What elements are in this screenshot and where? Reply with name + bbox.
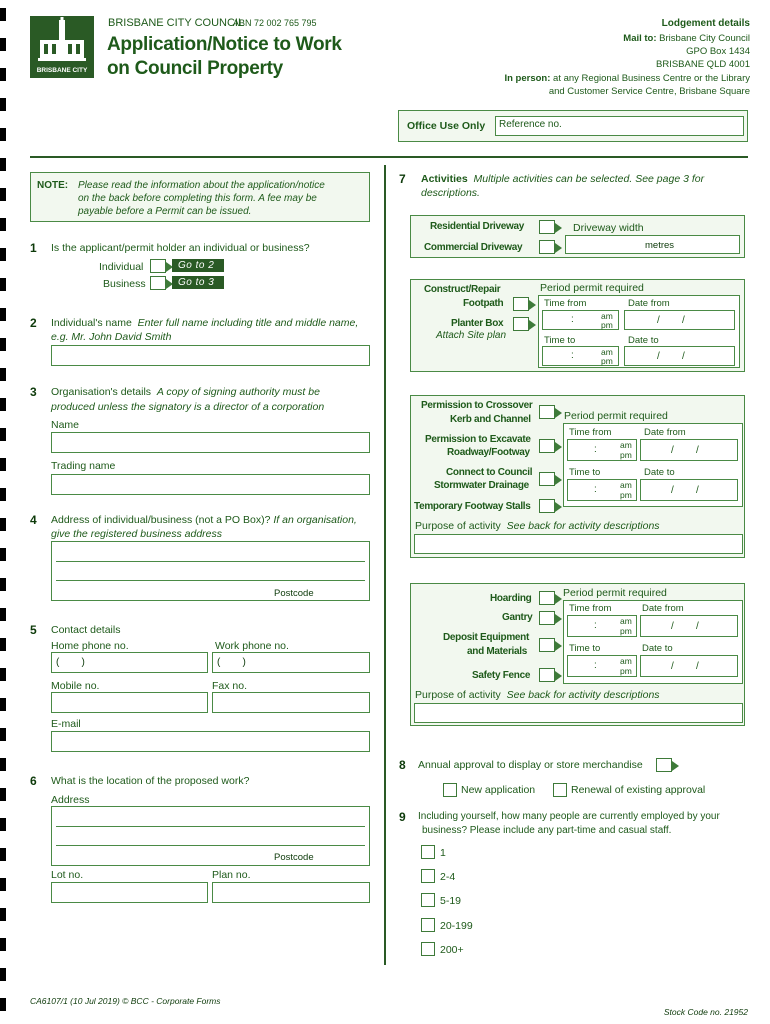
am: am — [620, 656, 632, 666]
mobile-field[interactable] — [51, 692, 208, 713]
lot-label: Lot no. — [51, 869, 84, 881]
org-name-label: Name — [51, 419, 80, 431]
goto-2: Go to 2 — [172, 259, 224, 272]
employees-2-4-checkbox[interactable] — [421, 869, 435, 883]
new-application-label: New application — [461, 784, 536, 796]
period-label-2: Period permit required — [564, 410, 668, 422]
gantry-label: Gantry — [502, 612, 533, 623]
colon: : — [571, 314, 574, 325]
deposit-label-1: Deposit Equipment — [443, 632, 530, 643]
employees-5-19-checkbox[interactable] — [421, 893, 435, 907]
abn: ABN 72 002 765 795 — [233, 18, 317, 28]
purpose-label-2 — [415, 689, 660, 701]
time-from-field-1[interactable] — [542, 310, 619, 330]
trading-name-label: Trading name — [51, 460, 116, 472]
renewal-label: Renewal of existing approval — [571, 784, 706, 796]
pm: pm — [620, 450, 632, 460]
trading-name-field[interactable] — [51, 474, 370, 495]
q8-number: 8 — [399, 758, 406, 772]
work-phone-paren: ( ) — [217, 657, 246, 668]
q2-label-text: Individual's name — [51, 317, 132, 329]
q4-number: 4 — [30, 513, 37, 527]
purpose-text: Purpose of activity — [415, 520, 501, 532]
deposit-label-2: and Materials — [467, 646, 528, 657]
driveway-width-label: Driveway width — [573, 222, 644, 234]
q7-label — [421, 173, 704, 185]
form-code: CA6107/1 (10 Jul 2019) © BCC - Corporate Forms — [30, 996, 221, 1006]
lodgement-title: Lodgement details — [661, 18, 750, 29]
q4-hint1: If an organisation, — [273, 514, 357, 526]
time-to-label-3: Time to — [569, 643, 601, 654]
q2-number: 2 — [30, 316, 37, 330]
commercial-driveway-checkbox[interactable] — [539, 240, 555, 254]
commercial-driveway-label: Commercial Driveway — [424, 242, 523, 253]
date-to-label-3: Date to — [642, 643, 673, 654]
colon: : — [571, 350, 574, 361]
crossover-label-2: Kerb and Channel — [450, 414, 531, 425]
q3-label-text: Organisation's details — [51, 386, 152, 398]
reference-label: Reference no. — [499, 119, 562, 130]
mail-to-2: GPO Box 1434 — [686, 46, 750, 57]
time-from-field-2[interactable] — [567, 439, 637, 461]
purpose-hint: See back for activity descriptions — [506, 689, 660, 701]
excavate-label-2: Roadway/Footway — [447, 447, 530, 458]
note-line3: payable before a Permit can be issued. — [78, 206, 252, 217]
time-to-label-2: Time to — [569, 467, 601, 478]
employees-20-199-checkbox[interactable] — [421, 918, 435, 932]
q9-line2: business? Please include any part-time and casual staff. — [422, 825, 672, 836]
purpose-field-2[interactable] — [414, 703, 743, 723]
slashes: / / — [671, 445, 699, 456]
address-field[interactable] — [51, 541, 370, 601]
am: am — [601, 311, 613, 321]
q5-label: Contact details — [51, 624, 121, 636]
location-address-field[interactable] — [51, 806, 370, 866]
purpose-hint: See back for activity descriptions — [506, 520, 660, 532]
slashes: / / — [657, 351, 685, 362]
temp-footway-label: Temporary Footway Stalls — [414, 501, 531, 512]
mobile-label: Mobile no. — [51, 680, 100, 692]
postcode-label: Postcode — [274, 588, 314, 599]
work-phone-label: Work phone no. — [215, 640, 289, 652]
q9-number: 9 — [399, 810, 406, 824]
q2-label — [51, 317, 358, 329]
pm: pm — [601, 356, 613, 366]
residential-driveway-checkbox[interactable] — [539, 220, 555, 234]
q7-number: 7 — [399, 172, 406, 186]
employees-200-checkbox[interactable] — [421, 942, 435, 956]
purpose-label-1 — [415, 520, 660, 532]
q7-hint1: Multiple activities can be selected. See page 3 for — [473, 173, 705, 185]
date-to-label-1: Date to — [628, 335, 659, 346]
pm: pm — [620, 666, 632, 676]
date-from-field-3[interactable] — [640, 615, 738, 637]
q7-label-text: Activities — [421, 173, 468, 185]
plan-field[interactable] — [212, 882, 370, 903]
date-from-label-2: Date from — [644, 427, 686, 438]
time-to-field-3[interactable] — [567, 655, 637, 677]
am: am — [620, 616, 632, 626]
annual-approval-checkbox[interactable] — [656, 758, 672, 772]
mail-to-1: Brisbane City Council — [659, 33, 750, 44]
date-from-field-2[interactable] — [640, 439, 738, 461]
edge-ticks — [0, 0, 8, 1024]
pm: pm — [620, 490, 632, 500]
in-person-label: In person: — [504, 73, 551, 84]
time-from-label-1: Time from — [544, 298, 587, 309]
time-to-field-2[interactable] — [567, 479, 637, 501]
q2-hint2: e.g. Mr. John David Smith — [51, 331, 172, 343]
connect-checkbox[interactable] — [539, 472, 555, 486]
email-field[interactable] — [51, 731, 370, 752]
mail-to-label: Mail to: — [623, 33, 657, 44]
form-title-1: Application/Notice to Work — [107, 34, 342, 55]
fax-field[interactable] — [212, 692, 370, 713]
in-person-2: and Customer Service Centre, Brisbane Square — [548, 86, 750, 97]
purpose-text: Purpose of activity — [415, 689, 501, 701]
location-postcode-label: Postcode — [274, 852, 314, 863]
time-to-field-1[interactable] — [542, 346, 619, 366]
time-to-label-1: Time to — [544, 335, 576, 346]
in-person — [504, 73, 750, 84]
q1-text: Is the applicant/permit holder an individual or business? — [51, 242, 310, 254]
excavate-checkbox[interactable] — [539, 439, 555, 453]
time-from-label-3: Time from — [569, 603, 612, 614]
date-to-field-3[interactable] — [640, 655, 738, 677]
header-divider — [30, 156, 748, 158]
lot-field[interactable] — [51, 882, 208, 903]
stock-code: Stock Code no. 21952 — [663, 1007, 748, 1017]
mail-to-3: BRISBANE QLD 4001 — [656, 59, 750, 70]
q4-label — [51, 514, 357, 526]
attach-site-plan: Attach Site plan — [436, 330, 507, 341]
column-divider — [384, 165, 386, 965]
colon: : — [594, 444, 597, 455]
hoarding-checkbox[interactable] — [539, 591, 555, 605]
council-logo — [30, 16, 94, 78]
q9-line1: Including yourself, how many people are currently employed by your — [418, 811, 720, 822]
q7-hint2: descriptions. — [421, 187, 480, 199]
business-checkbox[interactable] — [150, 276, 166, 290]
metres-label: metres — [645, 240, 675, 251]
crossover-checkbox[interactable] — [539, 405, 555, 419]
pm: pm — [620, 626, 632, 636]
date-from-field-1[interactable] — [624, 310, 735, 330]
slashes: / / — [671, 661, 699, 672]
note-line2: on the back before completing this form. A fee may be — [78, 193, 317, 204]
colon: : — [594, 620, 597, 631]
q1-number: 1 — [30, 241, 37, 255]
date-to-label-2: Date to — [644, 467, 675, 478]
connect-label-2: Stormwater Drainage — [434, 480, 529, 491]
q6-label: What is the location of the proposed work? — [51, 775, 250, 787]
excavate-label-1: Permission to Excavate — [425, 434, 531, 445]
employees-2-4-label: 2-4 — [440, 871, 456, 883]
plan-label: Plan no. — [212, 869, 251, 881]
in-person-1: at any Regional Business Centre or the Library — [553, 73, 750, 84]
colon: : — [594, 660, 597, 671]
individual-checkbox[interactable] — [150, 259, 166, 273]
deposit-checkbox[interactable] — [539, 638, 555, 652]
q3-hint1: A copy of signing authority must be — [156, 386, 320, 398]
residential-driveway-label: Residential Driveway — [430, 221, 525, 232]
date-from-label-3: Date from — [642, 603, 684, 614]
home-phone-paren: ( ) — [56, 657, 85, 668]
construct-label-1: Construct/Repair — [424, 284, 501, 295]
gantry-checkbox[interactable] — [539, 611, 555, 625]
q4-hint2: give the registered business address — [51, 528, 223, 540]
mail-to — [623, 33, 750, 44]
am: am — [601, 347, 613, 357]
fax-label: Fax no. — [212, 680, 248, 692]
am: am — [620, 480, 632, 490]
home-phone-field[interactable] — [51, 652, 208, 673]
q6-number: 6 — [30, 774, 37, 788]
note-label: NOTE: — [37, 180, 69, 191]
temp-footway-checkbox[interactable] — [539, 499, 555, 513]
safety-fence-label: Safety Fence — [472, 670, 531, 681]
note-line1: Please read the information about the application/notice — [78, 180, 325, 191]
slashes: / / — [671, 621, 699, 632]
safety-fence-checkbox[interactable] — [539, 668, 555, 682]
home-phone-label: Home phone no. — [51, 640, 129, 652]
logo-text: BRISBANE CITY — [36, 67, 88, 74]
goto-3: Go to 3 — [172, 276, 224, 289]
planter-label: Planter Box — [451, 318, 504, 329]
business-label: Business — [103, 278, 146, 290]
connect-label-1: Connect to Council — [446, 467, 533, 478]
slashes: / / — [657, 315, 685, 326]
pm: pm — [601, 320, 613, 330]
employees-5-19-label: 5-19 — [440, 895, 462, 907]
q3-number: 3 — [30, 385, 37, 399]
date-from-label-1: Date from — [628, 298, 670, 309]
q3-hint2: produced unless the signatory is a director of a corporation — [51, 401, 325, 413]
new-application-checkbox[interactable] — [443, 783, 457, 797]
employees-1-checkbox[interactable] — [421, 845, 435, 859]
individual-label: Individual — [99, 261, 144, 273]
q5-number: 5 — [30, 623, 37, 637]
period-label-3: Period permit required — [563, 587, 667, 599]
q3-label — [51, 386, 320, 398]
employees-200-label: 200+ — [440, 944, 464, 956]
slashes: / / — [671, 485, 699, 496]
employees-1-label: 1 — [440, 847, 446, 859]
individual-name-field[interactable] — [51, 345, 370, 366]
construct-label-2: Footpath — [463, 298, 504, 309]
work-phone-field[interactable] — [212, 652, 370, 673]
date-to-field-1[interactable] — [624, 346, 735, 366]
purpose-field-1[interactable] — [414, 534, 743, 554]
date-to-field-2[interactable] — [640, 479, 738, 501]
council-name: BRISBANE CITY COUNCIL — [108, 17, 245, 29]
q2-hint1: Enter full name including title and middle name, — [137, 317, 359, 329]
office-use-label: Office Use Only — [407, 120, 486, 132]
time-from-label-2: Time from — [569, 427, 612, 438]
renewal-checkbox[interactable] — [553, 783, 567, 797]
employees-20-199-label: 20-199 — [440, 920, 473, 932]
period-label-1: Period permit required — [540, 282, 644, 294]
footpath-checkbox[interactable] — [513, 297, 529, 311]
colon: : — [594, 484, 597, 495]
org-name-field[interactable] — [51, 432, 370, 453]
crossover-label-1: Permission to Crossover — [421, 400, 533, 411]
time-from-field-3[interactable] — [567, 615, 637, 637]
planter-checkbox[interactable] — [513, 317, 529, 331]
am: am — [620, 440, 632, 450]
hoarding-label: Hoarding — [490, 593, 532, 604]
city-hall-icon — [30, 16, 94, 66]
location-address-label: Address — [51, 794, 90, 806]
email-label: E-mail — [51, 718, 81, 730]
form-title-2: on Council Property — [107, 58, 283, 79]
q8-label: Annual approval to display or store merchandise — [418, 759, 643, 771]
q4-label-text: Address of individual/business (not a PO Box)? — [51, 514, 271, 526]
